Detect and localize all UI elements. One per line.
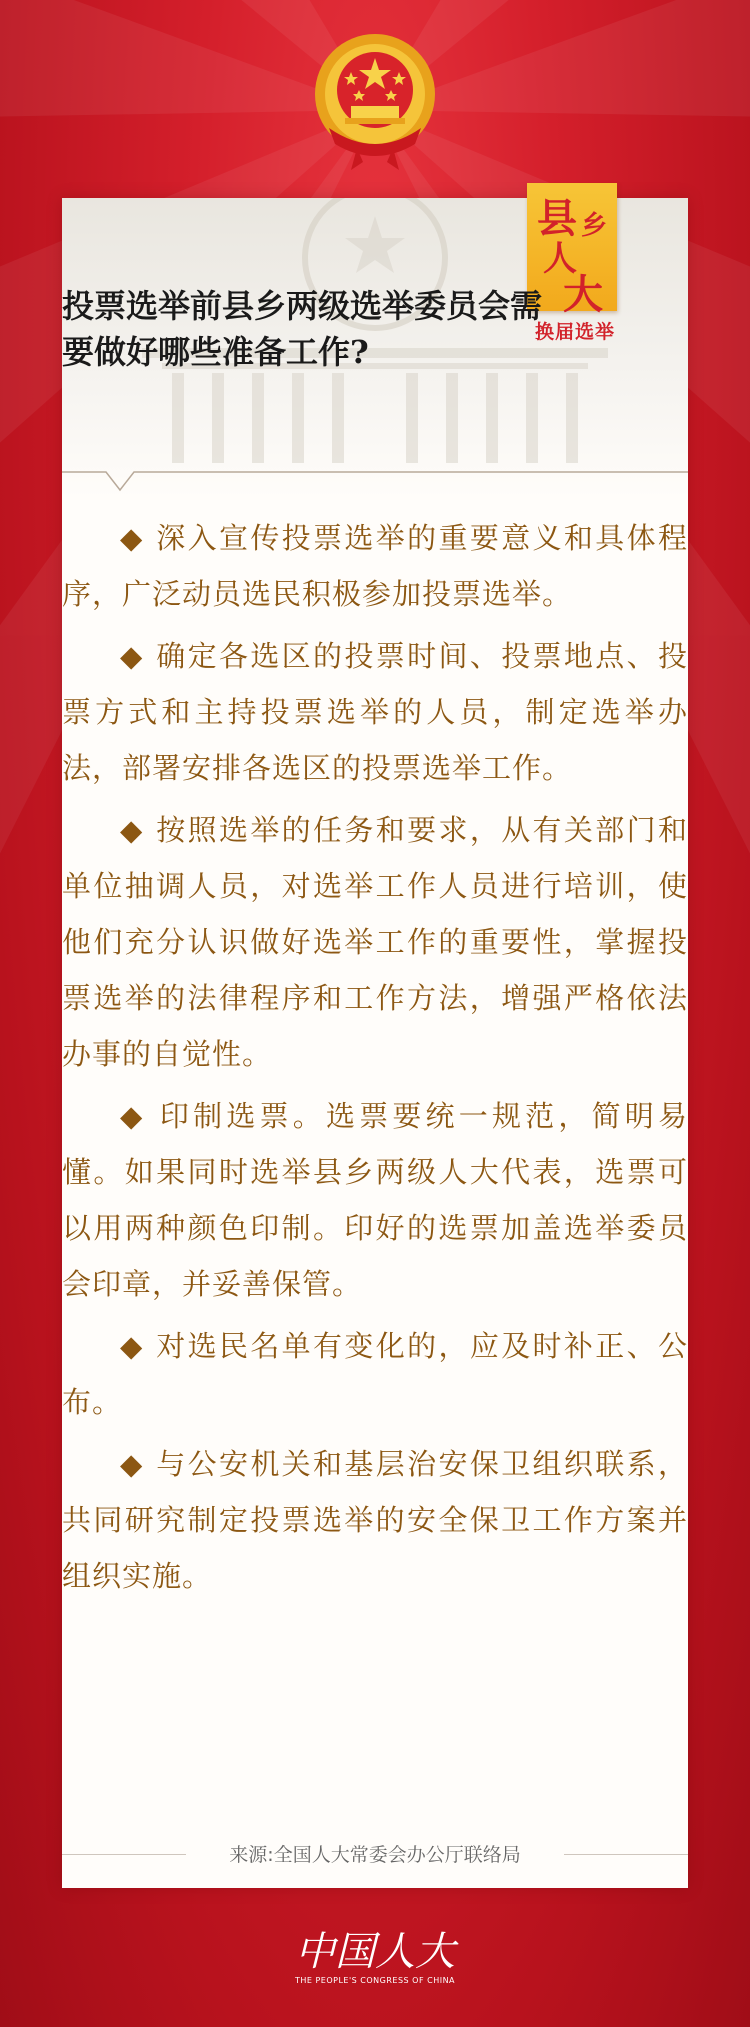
paragraph-3: ◆ 按照选举的任务和要求，从有关部门和单位抽调人员，对选举工作人员进行培训，使他们充分认识做好选举工作的重要性，掌握投票选举的法律程序和工作方法，增强严格依法办事的自觉性。: [62, 813, 688, 1071]
paragraph-6: ◆ 与公安机关和基层治安保卫组织联系，共同研究制定投票选举的安全保卫工作方案并组织实施。: [62, 1447, 688, 1593]
paragraph-4: ◆ 印制选票。选票要统一规范，简明易懂。如果同时选举县乡两级人大代表，选票可以用两种颜色印制。印好的选票加盖选举委员会印章，并妥善保管。: [62, 1099, 688, 1301]
paragraph-1: ◆ 深入宣传投票选举的重要意义和具体程序，广泛动员选民积极参加投票选举。: [62, 521, 688, 611]
article-body: [62, 510, 688, 1610]
logo-text: 中国人大: [295, 1929, 455, 1975]
source-credit: [62, 1840, 688, 1870]
logo-subtext: THE PEOPLE'S CONGRESS OF CHINA: [294, 1976, 456, 1985]
badge-char-3: 人: [543, 239, 577, 279]
source-line-right: [564, 1854, 688, 1855]
badge-char-1: 县: [537, 195, 577, 242]
title-divider: [62, 462, 688, 492]
national-emblem: [311, 32, 439, 172]
badge-subtitle: 换届选举: [534, 321, 615, 343]
paragraph-5: ◆ 对选民名单有变化的，应及时补正、公布。: [62, 1329, 688, 1419]
source-text: 来源:全国人大常委会办公厅联络局: [229, 1844, 521, 1866]
paragraph-2: ◆ 确定各选区的投票时间、投票地点、投票方式和主持投票选举的人员，制定选举办法，部署安排各选区的投票选举工作。: [62, 639, 688, 785]
page-title: 投票选举前县乡两级选举委员会需要做好哪些准备工作?: [62, 287, 543, 371]
npc-logo: [275, 1928, 475, 1988]
badge-char-4: 大: [563, 271, 603, 318]
badge-char-2: 乡: [581, 211, 608, 241]
